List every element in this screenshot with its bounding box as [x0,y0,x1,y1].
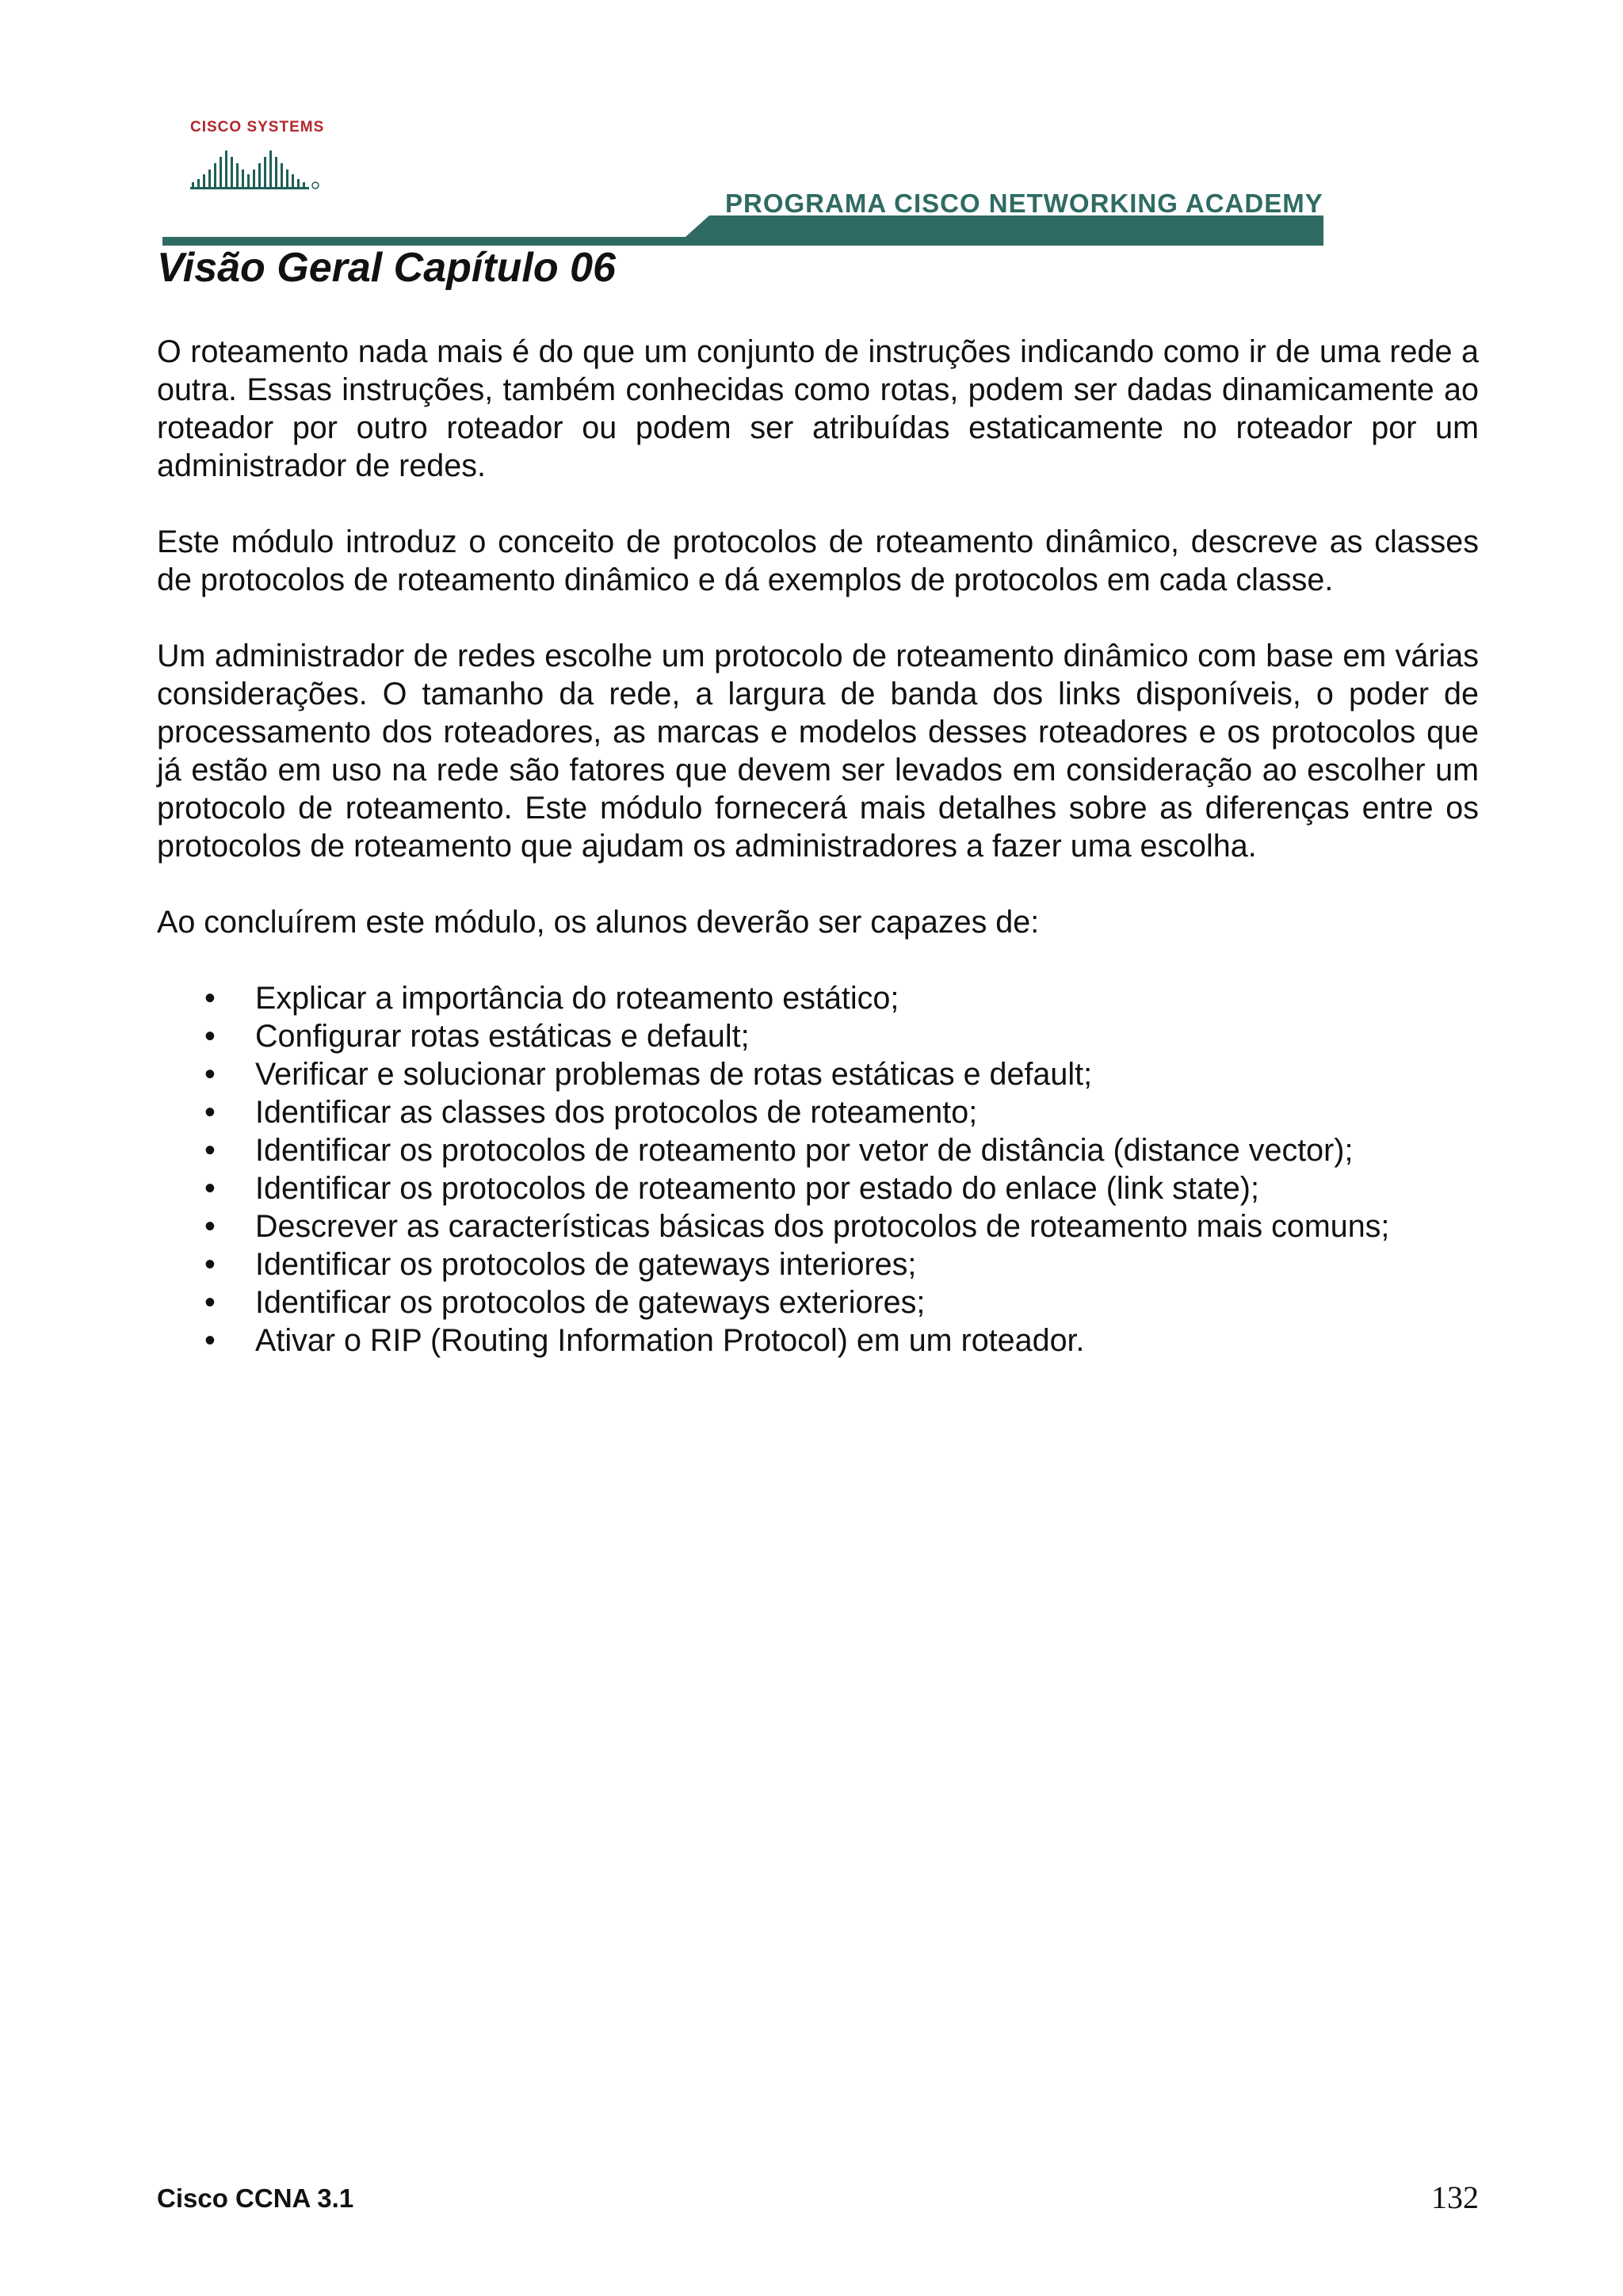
list-item: • Descrever as características básicas dos protocolos de roteamento mais comuns; [204,1209,1390,1244]
paragraph-module: Este módulo introduz o conceito de protocolos de roteamento dinâmico, descreve as classes de protocolos de roteamento dinâmico e dá exemplos de protocolos em cada classe. [157,524,1479,597]
chapter-title: Visão Geral Capítulo 06 [157,245,616,291]
objectives-list [157,979,1479,1360]
list-item: • Identificar os protocolos de roteamento por estado do enlace (link state); [204,1171,1259,1206]
bullet-icon: • [204,1285,216,1320]
list-item: • Explicar a importância do roteamento estático; [204,981,899,1016]
program-banner-text: PROGRAMA CISCO NETWORKING ACADEMY [725,189,1323,218]
cisco-bridge-icon [190,143,325,190]
list-item: • Verificar e solucionar problemas de rotas estáticas e default; [204,1057,1093,1092]
list-item: • Ativar o RIP (Routing Information Protocol) em um roteador. [204,1323,1085,1358]
bullet-icon: • [204,1133,216,1168]
bullet-icon: • [204,1095,216,1130]
paragraph-considerations: Um administrador de redes escolhe um protocolo de roteamento dinâmico com base em várias considerações. O tamanho da rede, a largura de banda dos links disponíveis, o poder de processamento dos roteadores, as marcas e modelos desses roteadores e os protocolos que já estão em uso na rede são fatores que devem ser levados em consideração ao escolher um protocolo de roteamento. Este módulo fornecerá mais detalhes sobre as diferenças entre os protocolos de roteamento que ajudam os administradores a fazer uma escolha. [157,639,1479,864]
bullet-icon: • [204,1323,216,1358]
cisco-systems-logo [190,119,325,194]
list-item: • Identificar os protocolos de gateways exteriores; [204,1285,926,1320]
chapter-content [157,333,1479,1360]
bullet-icon: • [204,1019,216,1054]
paragraph-objectives-lead: Ao concluírem este módulo, os alunos deverão ser capazes de: [157,905,1040,940]
list-item: • Identificar as classes dos protocolos de roteamento; [204,1095,978,1130]
bullet-icon: • [204,981,216,1016]
bullet-icon: • [204,1247,216,1282]
list-item: • Identificar os protocolos de roteamento por vetor de distância (distance vector); [204,1133,1354,1168]
bullet-icon: • [204,1171,216,1206]
page-number: 132 [1431,2180,1479,2215]
list-item: • Configurar rotas estáticas e default; [204,1019,750,1054]
paragraph-intro: O roteamento nada mais é do que um conjunto de instruções indicando como ir de uma rede a outra. Essas instruções, também conhecidas como rotas, podem ser dadas dinamicamente ao roteador por outro roteador ou podem ser atribuídas estaticamente no roteador por um administrador de redes. [157,334,1479,483]
bullet-icon: • [204,1209,216,1244]
bullet-icon: • [204,1057,216,1092]
footer-course: Cisco CCNA 3.1 [157,2183,354,2213]
logo-text: CISCO SYSTEMS [190,119,325,135]
list-item: • Identificar os protocolos de gateways interiores; [204,1247,917,1282]
